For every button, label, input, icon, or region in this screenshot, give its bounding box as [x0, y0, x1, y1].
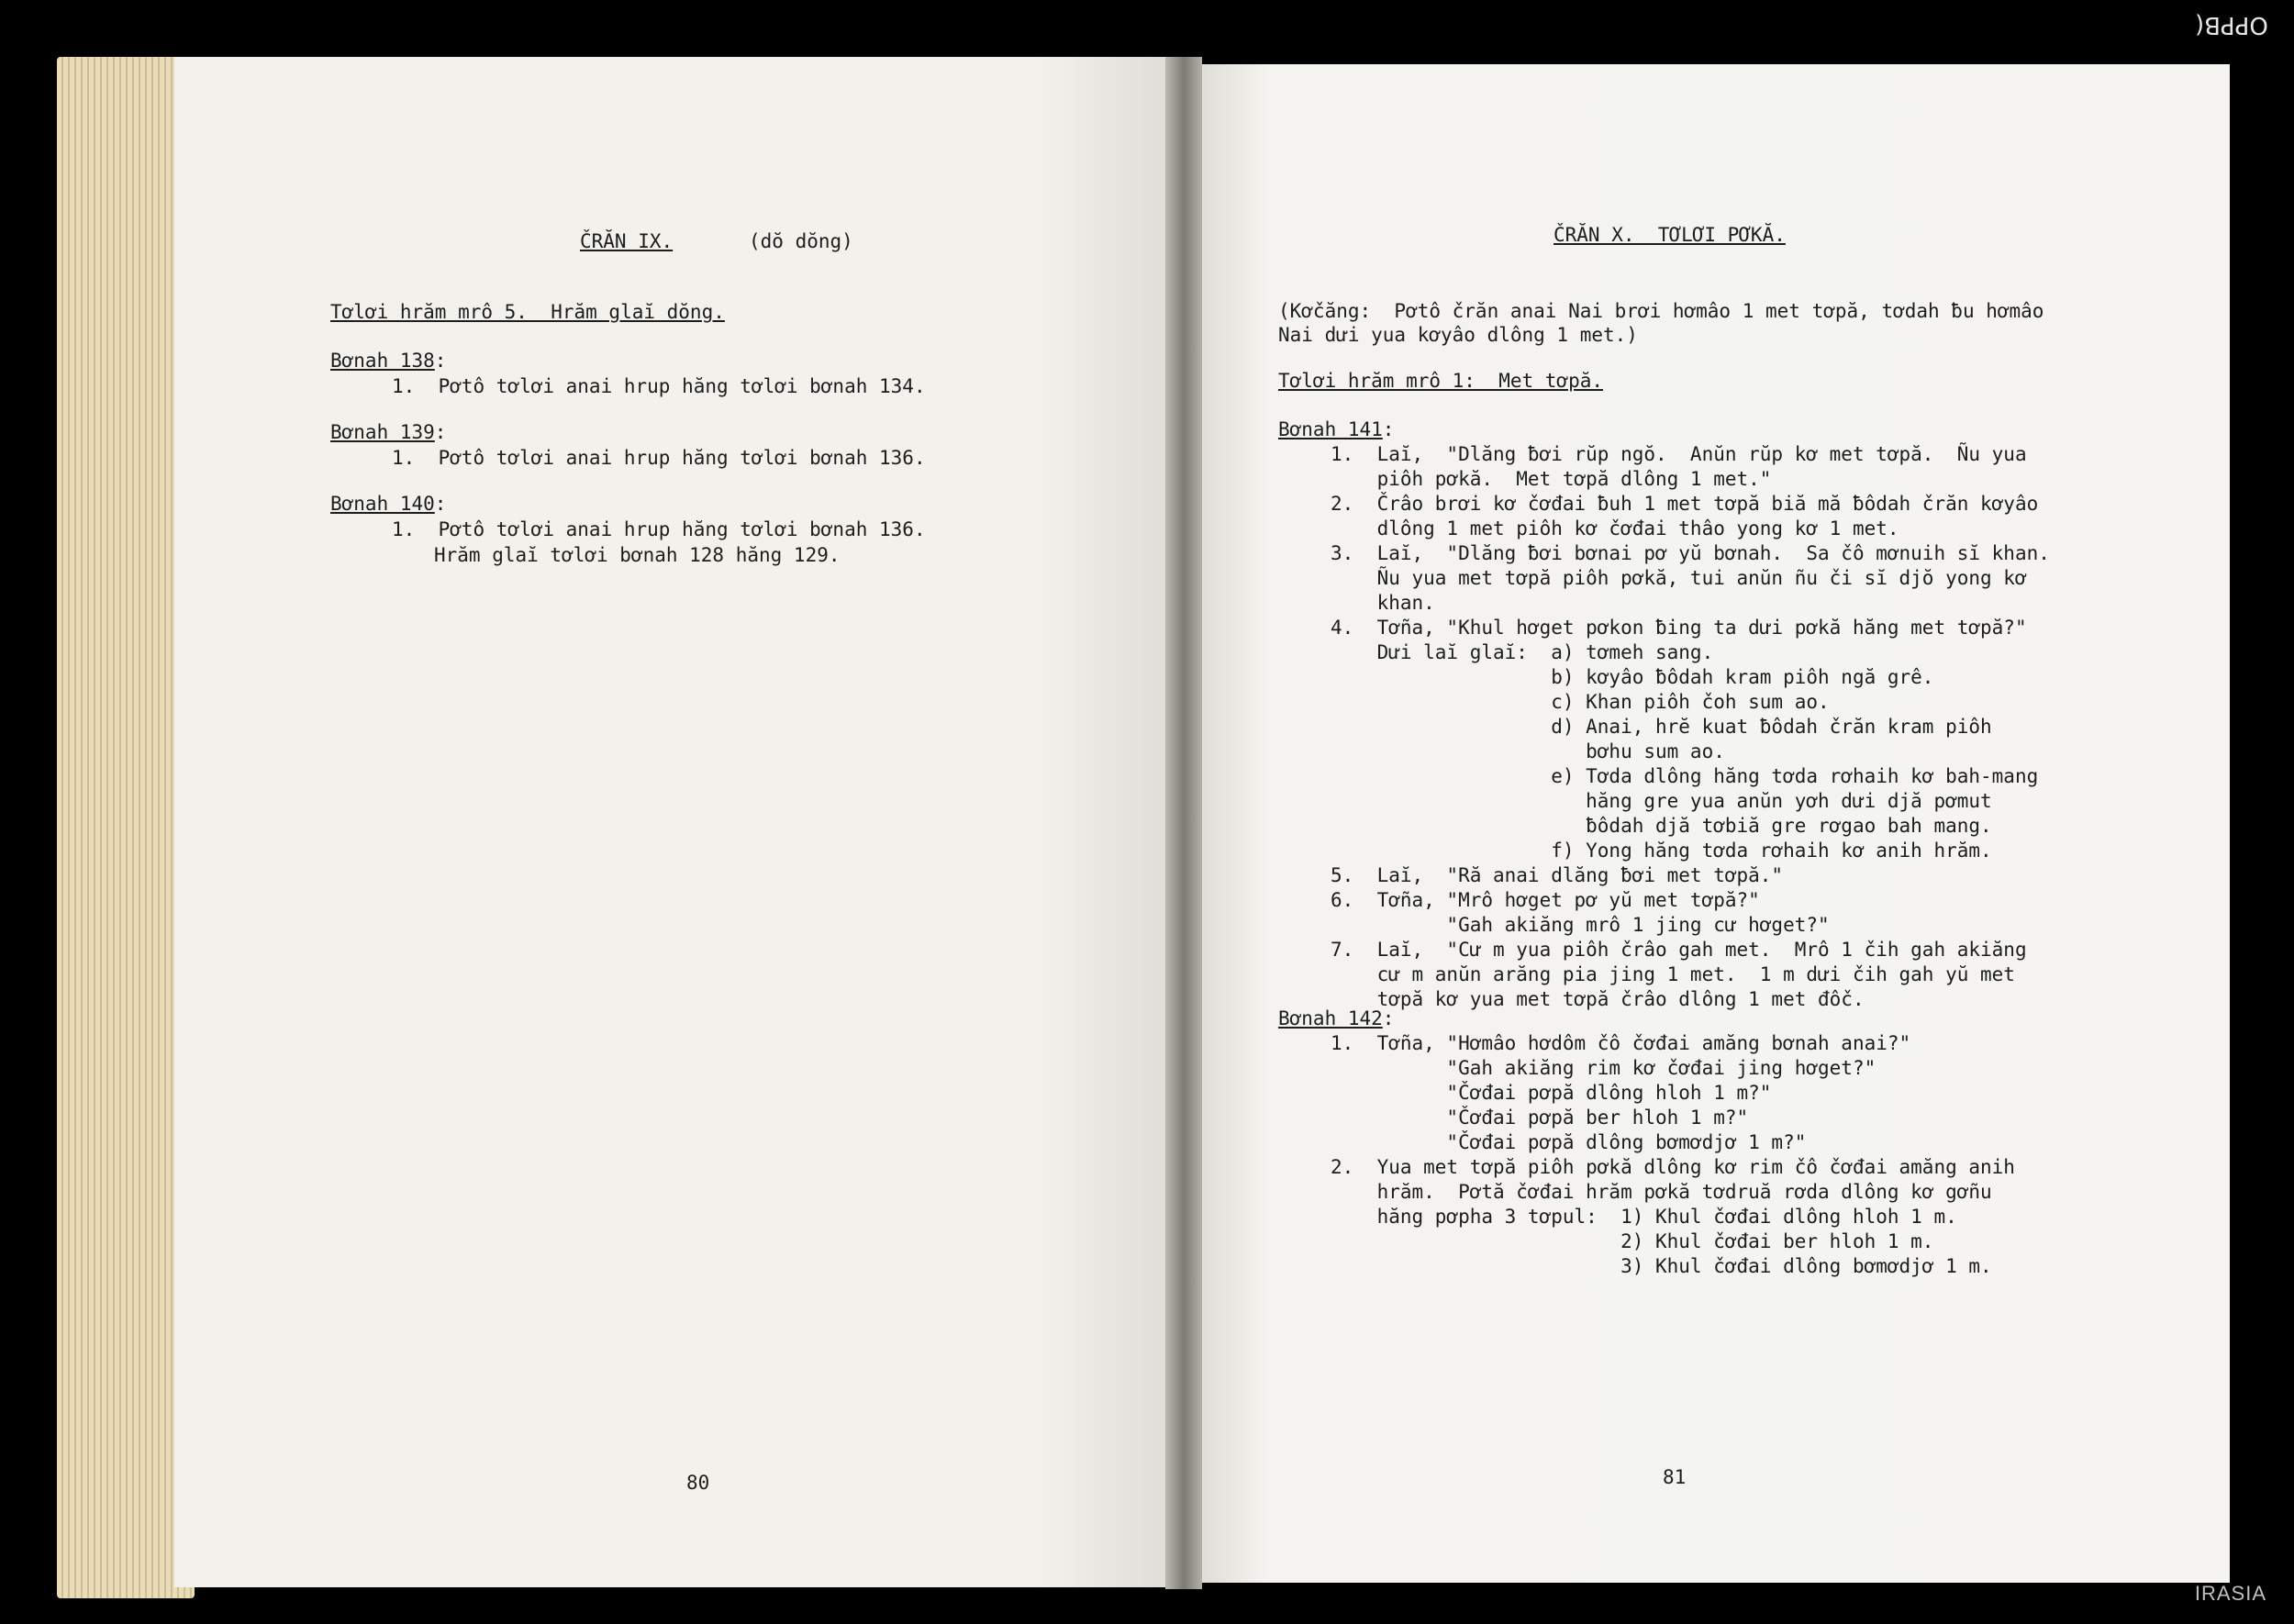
bonah-141-line: b) kơyâo ƀôdah kram piôh ngă grê. [1331, 666, 1934, 688]
right-section-title: Tơlơi hrăm mrô 1: Met tơpă. [1278, 370, 1604, 392]
right-page-number: 81 [1663, 1466, 1687, 1488]
bonah-142-line: 1. Tơña, "Hơmâo hơdôm čô čơđai amăng bơnah anai?" [1331, 1032, 1911, 1054]
bonah-142-line: hrăm. Pơtă čơđai hrăm pơkă tơdruă rơda dlông kơ gơñu [1331, 1181, 1992, 1203]
bonah-141-line: 5. Laĭ, "Ră anai dlăng ƀơi met tơpă." [1331, 864, 1784, 886]
bonah-141-line: Dưi laĭ glaĭ: a) tơmeh sang. [1331, 641, 1714, 663]
bonah-141-line: 3. Laĭ, "Dlăng ƀơi bơnai pơ yŭ bơnah. Sa čô mơnuih sĭ khan. [1331, 542, 2050, 564]
bonah-142-line: hăng pơpha 3 tơpul: 1) Khul čơđai dlông hloh 1 m. [1331, 1206, 1957, 1228]
right-note-line-1: (Kơčăng: Pơtô črăn anai Nai brơi hơmâo 1 met tơpă, tơdah ƀu hơmâo [1278, 300, 2044, 322]
bonah-142-line: 2) Khul čơđai ber hloh 1 m. [1331, 1230, 1934, 1252]
bonah-139-label: Bơnah 139: [330, 421, 447, 443]
bonah-141-line: 4. Tơña, "Khul hơget pơkon ƀing ta dưi pơkă hăng met tơpă?" [1331, 617, 2027, 639]
bonah-141-label: Bơnah 141: [1278, 418, 1395, 440]
bonah-141-line: 6. Tơña, "Mrô hơget pơ yŭ met tơpă?" [1331, 889, 1760, 911]
bonah-142-line: 2. Yua met tơpă piôh pơkă dlông kơ rim čô čơđai amăng anih [1331, 1156, 2015, 1178]
right-note-line-2: Nai dưi yua kơyâo dlông 1 met.) [1278, 324, 1638, 346]
bonah-141-line: d) Anai, hrĕ kuat ƀôdah črăn kram piôh [1331, 716, 1992, 738]
left-section-title: Tơlơi hrăm mrô 5. Hrăm glaĭ dŏng. [330, 301, 725, 323]
bonah-142-line: "Čơđai pơpă dlông bơmơdjơ 1 m?" [1331, 1131, 1807, 1153]
bonah-142-label: Bơnah 142: [1278, 1007, 1395, 1029]
left-page [174, 57, 1188, 1587]
bonah-141-line: ƀôdah djă tơbiă gre rơgao bah mang. [1331, 815, 1992, 837]
bonah-140-item-cont: Hrăm glaĭ tơlơi bơnah 128 hăng 129. [434, 544, 841, 566]
bonah-141-line: 7. Laĭ, "Cư m yua piôh črâo gah met. Mrô 1 čih gah akiăng [1331, 939, 2027, 961]
bonah-141-line: 1. Laĭ, "Dlăng ƀơi rŭp ngŏ. Anŭn rŭp kơ met tơpă. Ñu yua [1331, 443, 2027, 465]
bonah-141-line: Ñu yua met tơpă piôh pơkă, tui anŭn ñu či sĭ djŏ yong kơ [1331, 567, 2027, 589]
bonah-141-line: piôh pơkă. Met tơpă dlông 1 met." [1331, 468, 1772, 490]
bonah-141-line: c) Khan piôh čoh sum ao. [1331, 691, 1830, 713]
bonah-142-line: "Čơđai pơpă ber hloh 1 m?" [1331, 1107, 1749, 1129]
bonah-141-line: tơpă kơ yua met tơpă črâo dlông 1 met đôč. [1331, 988, 1865, 1010]
left-page-number: 80 [686, 1472, 710, 1494]
bonah-141-line: khan. [1331, 592, 1435, 614]
bonah-138-item: 1. Pơtô tơlơi anai hrup hăng tơlơi bơnah 134. [392, 375, 926, 397]
bonah-142-content [1331, 1031, 2015, 1279]
left-heading-note: (dŏ dŏng) [749, 230, 853, 252]
bonah-139-item: 1. Pơtô tơlơi anai hrup hăng tơlơi bơnah 136. [392, 447, 926, 469]
watermark-text: IRASIA [2194, 1582, 2266, 1605]
bonah-141-content [1331, 442, 2050, 1012]
bonah-141-line: f) Yong hăng tơda rơhaih kơ anih hrăm. [1331, 840, 1992, 862]
bonah-142-line: "Čơđai pơpă dlông hloh 1 m?" [1331, 1082, 1772, 1104]
bonah-142-line: 3) Khul čơđai dlông bơmơdjơ 1 m. [1331, 1255, 1992, 1277]
bonah-141-line: 2. Črâo brơi kơ čơđai ƀuh 1 met tơpă biă mă ƀôdah črăn kơyâo [1331, 493, 2039, 515]
bonah-141-line: dlông 1 met piôh kơ čơđai thâo yong kơ 1 met. [1331, 517, 1899, 539]
bonah-140-item: 1. Pơtô tơlơi anai hrup hăng tơlơi bơnah 136. [392, 518, 926, 540]
bonah-141-line: bơhu sum ao. [1331, 740, 1725, 762]
right-heading: ČRĂN X. TƠLƠI PƠKĂ. [1553, 224, 1786, 246]
bonah-141-line: hăng gre yua anŭn yơh dưi djă pơmut [1331, 790, 1992, 812]
left-heading-main: ČRĂN IX. [580, 230, 674, 252]
bonah-140-label: Bơnah 140: [330, 493, 447, 515]
book-spine [1165, 57, 1202, 1589]
bonah-141-line: cư m anŭn arăng pia jing 1 met. 1 m dưi čih gah yŭ met [1331, 963, 2015, 985]
bonah-142-line: "Gah akiăng rim kơ čơđai jing hơget?" [1331, 1057, 1876, 1079]
bonah-138-label: Bơnah 138: [330, 350, 447, 372]
corner-mark: OPPB( [2195, 11, 2268, 39]
bonah-141-line: "Gah akiăng mrô 1 jing cư hơget?" [1331, 914, 1830, 936]
bonah-141-line: e) Tơda dlông hăng tơda rơhaih kơ bah-mang [1331, 765, 2039, 787]
